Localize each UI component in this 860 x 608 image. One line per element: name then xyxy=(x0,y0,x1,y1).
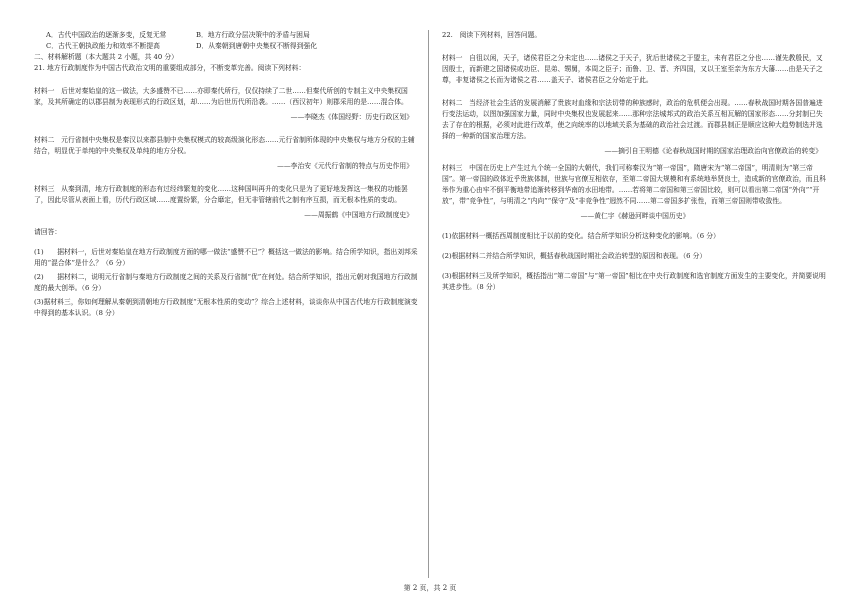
question-21-3: (3)据材料三，你如何理解从秦朝到清朝地方行政制度“无根本性质的变动”？综合上述材料，谈谈你从中国古代地方行政制度演变中得到的基本认识。（8 分） xyxy=(34,298,418,317)
question-22-2: (2)根据材料二并结合所学知识，概括春秋战国时期社会政治转型的原因和表现。（6 分） xyxy=(442,252,707,260)
left-column xyxy=(34,30,419,319)
option-row-1 xyxy=(34,30,419,41)
question-21-1: (1) 据材料一，后世对秦始皇在地方行政制度方面的哪一做法“盛赞不已”？概括这一做法的影响。结合所学知识，指出刘邦采用的“混合体”是什么？（6 分） xyxy=(34,248,418,267)
section-title: 二、材料解析题（本大题共 2 小题，共 40 分） xyxy=(34,53,178,61)
material-1-left: 材料一 后世对秦始皇的这一做法，大多盛赞不已……亦即秦代所行，仅仅持续了二世……但秦代所创的专制主义中央集权国家，及其所确定的以郡县制为表现形式的行政区划，却……为后世历代所沿袭。……（西汉初年）则郡采用的是……混合体。 xyxy=(34,87,408,106)
question-22-1: (1)依据材料一概括西周制度相比于以前的变化。结合所学知识分析这种变化的影响。（6 分） xyxy=(442,232,720,240)
right-column xyxy=(442,30,828,293)
option-a: A．古代中国政治的逐渐多变，反复无常 xyxy=(46,31,167,39)
material-1-source: ——李晓杰《体国经野：历史行政区划》 xyxy=(290,113,413,121)
page-footer: 第 2 页，共 2 页 xyxy=(403,584,457,592)
question-21-2: (2) 据材料二，说明元行省制与秦地方行政制度之间的关系及行省制“优”在何处。结合所学知识，指出元朝对我国地方行政制度的最大创举。（6 分） xyxy=(34,273,418,292)
material-3-right-source: ——黄仁宇《赫逊河畔谈中国历史》 xyxy=(580,212,690,220)
material-2-right-source: ——摘引自王明德《论春秋战国时期的国家治理政治向官僚政治的转变》 xyxy=(604,147,822,155)
option-c: C．古代王朝执政能力和效率不断提高 xyxy=(46,42,160,50)
question-22-intro: 22. 阅读下列材料，回答问题。 xyxy=(442,31,542,39)
answer-prompt: 请回答： xyxy=(34,228,62,236)
option-row-2 xyxy=(34,41,419,52)
material-2-left: 材料二 元行省制中央集权是秦汉以来郡县制中央集权模式的较高级演化形态……元行省制所体现的中央集权与地方分权的主辅结合，明显优于单纯的中央集权及单纯的地方分权。 xyxy=(34,136,415,155)
option-d: D．从秦朝到唐朝中央集权不断得到强化 xyxy=(196,42,317,50)
material-1-right: 材料一 自徂以闲，天子，诸侯君臣之分未定也……诸侯之于天子，犹后世诸侯之于盟主，未有君臣之分也……谨先教殷民，又因殷士，而新建之国诸侯或功臣、昆弟、甥舅，本周之臣子；而鲁、卫、晋、齐四国，又以王室至亲为东方大藩……由是天子之尊，非复诸侯之长而为诸侯之君……盖天子、诸侯君臣之分始定于此。 xyxy=(442,54,823,84)
material-3-left: 材料三 从秦到清，地方行政制度的形态有过经纬繁复的变化……这种国叫再升的变化只是为了更好地发挥这一集权的功能罢了，因此尽管从表面上看，历代行政区域……度置纷繁，分合靡定，但无非管辖前代之制有序互损，而无根本性质的变动。 xyxy=(34,185,408,204)
material-2-source: ——李治安《元代行省制的特点与历史作用》 xyxy=(277,162,413,170)
question-21-intro: 21. 地方行政制度作为中国古代政治文明的重要组成部分，不断变革完善。阅读下列材料： xyxy=(34,64,306,72)
column-divider xyxy=(428,30,429,578)
material-3-source: ——周振鹤《中国地方行政制度史》 xyxy=(304,211,413,219)
option-b: B．地方行政分层决策中的矛盾与困局 xyxy=(196,31,310,39)
material-2-right: 材料二 当经济社会生活的发展消解了贵族对血缘和宗法切带的种族感时，政治的危机便会出现。……春秋战国时期各国普遍进行变法运动，以图加强国家力量，同时中央集权也发展起来……那种宗法城邦式的政治关系互相瓦解的国家形态……分封制已失去了存在的根据，必须对此进行改革，使之向统率的以地域关系为基础的政治社会过渡。而郡县制正是顺应这种大趋势制选并选择的一种新的国家治理方法。 xyxy=(442,99,823,140)
material-3-right: 材料三 中国在历史上产生过九个统一全国的大朝代，我们可称秦汉为“第一帝国”，隋唐宋为“第二帝国”，明清则为“第三帝国”。第一帝国的政体近乎贵族体制，世族与官僚互相依存，至第二帝国大规模和有系统地举贤良士，造成新的官僚政治，而且科举作为重心由牢不倒平衡地带追渐转移到华南的水田地带。……若将第二帝国和第三帝国比较，则可以看出第二帝国“外向”“开放”，带“竞争性”，与明清之“内向”“保守”及“非竞争性”迥然不同……第二帝国多扩张性，而第三帝国则带收敛性。 xyxy=(442,164,827,205)
question-22-3: (3)根据材料三及所学知识，概括指出“第二帝国”与“第一帝国”相比在中央行政制度和选官制度方面发生的主要变化，并简要说明其进步性。（8 分） xyxy=(442,272,826,291)
